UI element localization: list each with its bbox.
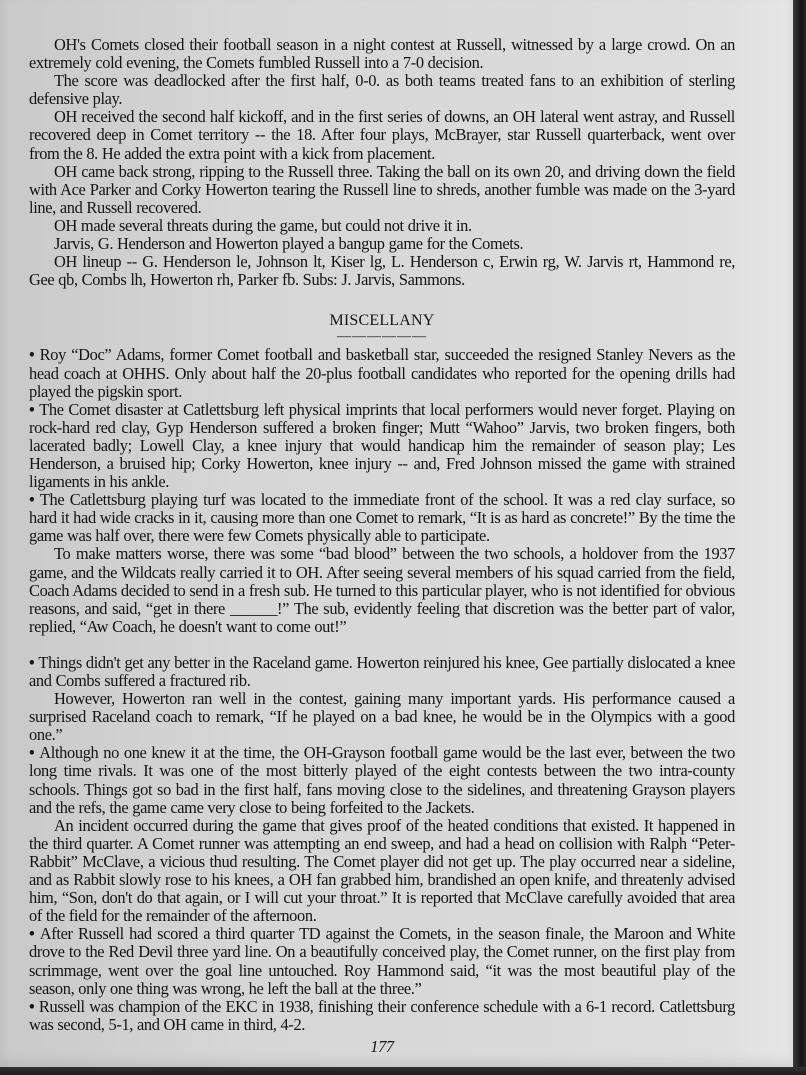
paragraph: Jarvis, G. Henderson and Howerton played a bangup game for the Comets. (54, 234, 524, 254)
bullet-item: • The Catlettsburg playing turf was located to the immediate front of the school. It was a red clay surface, so hard it had wide cracks in it, causing more than one Comet to remark, “It is as hard as concrete!” By the time the game was half over, there were few Comets physically able to participate. (29, 491, 735, 545)
paragraph: However, Howerton ran well in the contest, gaining many important yards. His performance caused a surprised Raceland coach to remark, “If he played on a bad knee, he would be in the Olympics with a good one.” (29, 689, 735, 745)
bullet-item: • Roy “Doc” Adams, former Comet football and basketball star, succeeded the resigned Stanley Nevers as the head coach at OHHS. Only about half the 20-plus football candidates who reported for the opening drills had played the pigskin sport. (29, 346, 735, 400)
bullet-item: • The Comet disaster at Catlettsburg left physical imprints that local performers would never forget. Playing on rock-hard red clay, Gyp Henderson suffered a broken finger; Mutt “Wahoo” Jarvis, two broken fingers, both lacerated badly; Lowell Clay, a knee injury that would handicap him the remainder of season play; Les Henderson, a bruised hip; Corky Howerton, knee injury -- and, Fred Johnson missed the game with strained ligaments in his ankle. (29, 401, 735, 491)
bullet-item: • Although no one knew it at the time, the OH-Grayson football game would be the last ever, between the two long time rivals. It was one of the most bitterly played of the eight contests between the two intra-county schools. Things got so bad in the first half, fans moving close to the sidelines, and threatening Grayson players and the refs, the game came very close to being forfeited to the Jackets. (29, 744, 735, 816)
bullet-item: • After Russell had scored a third quarter TD against the Comets, in the season finale, the Maroon and White drove to the Red Devil three yard line. On a beautifully conceived play, the Comet runner, on the first play from scrimmage, went over the goal line untouched. Roy Hammond said, “it was the most beautiful play of the season, only one thing was wrong, he left the ball at the three.” (29, 925, 735, 997)
book-bottom-edge (0, 1067, 806, 1075)
section-heading: MISCELLANY (329, 312, 435, 330)
paragraph: OH received the second half kickoff, and in the first series of downs, an OH lateral went astray, and Russell recovered deep in Comet territory -- the 18. After four plays, McBrayer, star Russell quarterback, went over from the 8. He added the extra point with a kick from placement. (29, 107, 735, 163)
paragraph: OH made several threats during the game, but could not drive it in. (54, 215, 472, 235)
bullet-item: • Russell was champion of the EKC in 1938, finishing their conference schedule with a 6-1 record. Catlettsburg was second, 5-1, and OH came in third, 4-2. (29, 998, 735, 1034)
paragraph: The score was deadlocked after the first half, 0-0. as both teams treated fans to an exhibition of sterling defensive play. (29, 71, 735, 109)
bullet-item: • Things didn't get any better in the Raceland game. Howerton reinjured his knee, Gee partially dislocated a knee and Combs suffered a fractured rib. (29, 654, 735, 690)
page-number: 177 (370, 1036, 394, 1056)
page-body (29, 36, 735, 1056)
paragraph: OH came back strong, ripping to the Russell three. Taking the ball on its own 20, and driving down the field with Ace Parker and Corky Howerton tearing the Russell line to shreds, another fumble was made on the 3-yard line, and Russell recovered. (29, 161, 735, 217)
paragraph: To make matters worse, there was some “bad blood” between the two schools, a holdover from the 1937 game, and the Wildcats really carried it to OH. After seeing several members of his squad carried from the field, Coach Adams decided to send in a fresh sub. He turned to this particular player, who is not identified for obvious reasons, and said, “get in there ______!” The sub, evidently feeling that discretion was the better part of valor, replied, “Aw Coach, he doesn't want to come out!” (29, 544, 735, 636)
book-spine-edge (793, 0, 806, 1075)
paragraph: OH's Comets closed their football season in a night contest at Russell, witnessed by a large crowd. On an extremely cold evening, the Comets fumbled Russell into a 7-0 decision. (29, 35, 735, 73)
lineup-paragraph: OH lineup -- G. Henderson le, Johnson lt, Kiser lg, L. Henderson c, Erwin rg, W. Jarvis rt, Hammond re, Gee qb, Combs lh, Howerton rh, Parker fb. Subs: J. Jarvis, Sammons. (29, 252, 735, 290)
paragraph: An incident occurred during the game that gives proof of the heated conditions that existed. It happened in the third quarter. A Comet runner was attempting an end sweep, and had a head on collision with Ralph “Peter-Rabbit” McClave, a vicious thud resulting. The Comet player did not get up. The play occurred near a sideline, and as Rabbit slowly rose to his knees, a OH fan grabbed him, brandished an open knife, and threatenly advised him, “Son, don't do that again, or I will cut your throat.” It is reported that McClave carefully avoided that area of the field for the remainder of the afternoon. (29, 815, 735, 926)
section-rule: —————— (337, 329, 427, 345)
spacer (29, 636, 735, 654)
